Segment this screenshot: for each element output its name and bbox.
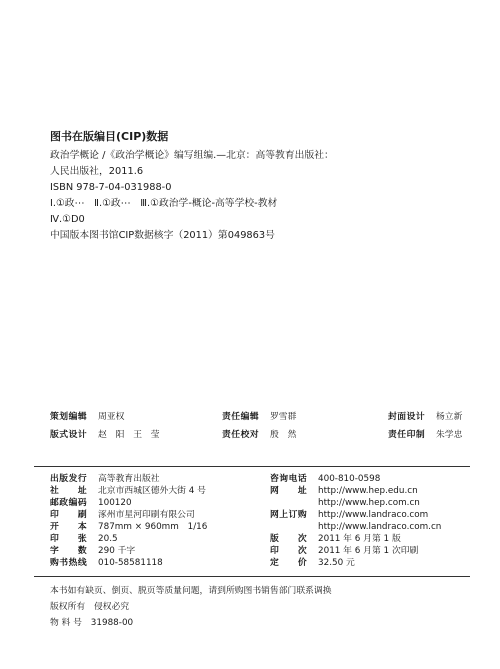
pub-label: 版 次 [270,534,308,544]
pub-label: 印 刷 [50,510,88,520]
pub-format [50,522,207,533]
cip-line-3: ISBN 978-7-04-031988-0 [50,182,172,193]
pub-value: 北京市西城区德外大街 4 号 [98,486,206,496]
pub-sheets [50,534,118,545]
pub-label: 出版发行 [50,474,88,484]
pub-online-order-alt [270,522,441,533]
pub-value: 32.50 元 [318,558,355,568]
cip-line-4: Ⅰ.①政⋯ Ⅱ.①政⋯ Ⅲ.①政治学-概论-高等学校-教材 [50,198,278,209]
credit-value: 罗雪群 [270,412,297,422]
credit-layout-designer [50,430,160,441]
rule-top [34,466,470,467]
pub-value: 787mm × 960mm 1/16 [98,522,208,532]
credit-planning-editor [50,412,124,423]
pub-value: http://www.hep.edu.cn [318,486,418,496]
rights-notice: 版权所有 侵权必究 [50,602,130,612]
credit-value: 殷 然 [270,430,297,440]
credit-label: 责任编辑 [222,412,260,422]
pub-value: http://www.landraco.com [318,510,429,520]
pub-postcode [50,498,132,509]
pub-value: 290 千字 [98,546,136,556]
pub-website [270,486,418,497]
credit-label: 责任校对 [222,430,260,440]
credit-value: 赵 阳 王 莹 [98,430,160,440]
pub-publisher [50,474,160,485]
pub-label: 印 张 [50,534,88,544]
pub-value: 高等教育出版社 [98,474,160,484]
credit-print-supervisor [388,430,462,441]
credit-label: 封面设计 [388,412,426,422]
credit-cover-designer [388,412,462,423]
pub-value: 400-810-0598 [318,474,381,484]
cip-line-1: 政治学概论 /《政治学概论》编写组编.—北京：高等教育出版社： [50,150,334,161]
pub-label: 字 数 [50,546,88,556]
cip-line-5: Ⅳ.①D0 [50,214,85,225]
item-number: 物 料 号 31988-00 [50,618,134,628]
pub-printer [50,510,195,521]
pub-value: 2011 年 6 月第 1 版 [318,534,401,544]
pub-online-order [270,510,428,521]
pub-label: 网 址 [270,486,308,496]
pub-hotline [50,558,163,569]
pub-consult-phone [270,474,380,485]
pub-label: 咨询电话 [270,474,308,484]
pub-label: 社 址 [50,486,88,496]
credit-responsible-editor [222,412,296,423]
pub-value: 2011 年 6 月第 1 次印刷 [318,546,419,556]
cip-heading: 图书在版编目(CIP)数据 [50,130,169,143]
pub-label: 邮政编码 [50,498,88,508]
pub-website-alt [270,498,420,509]
pub-value: 010-58581118 [98,558,163,568]
pub-value: http://www.hep.com.cn [318,498,420,508]
pub-edition [270,534,401,545]
rule-bottom [34,576,470,577]
pub-value: 20.5 [98,534,118,544]
pub-label: 印 次 [270,546,308,556]
cip-line-2: 人民出版社，2011.6 [50,166,144,177]
pub-word-count [50,546,135,557]
credit-label: 责任印制 [388,430,426,440]
cip-line-6: 中国版本图书馆CIP数据核字（2011）第049863号 [50,230,275,241]
credit-label: 版式设计 [50,430,88,440]
pub-value: 100120 [98,498,132,508]
credit-value: 周亚权 [98,412,125,422]
pub-label: 开 本 [50,522,88,532]
pub-value: http://www.landraco.com.cn [318,522,442,532]
credit-value: 杨立新 [436,412,463,422]
quality-notice: 本书如有缺页、倒页、脱页等质量问题，请到所购图书销售部门联系调换 [50,586,332,596]
pub-price [270,558,355,569]
credit-proofreader [222,430,296,441]
pub-address [50,486,206,497]
pub-label: 购书热线 [50,558,88,568]
pub-value: 涿州市星河印刷有限公司 [98,510,195,520]
pub-impression [270,546,418,557]
credit-label: 策划编辑 [50,412,88,422]
pub-label: 定 价 [270,558,308,568]
pub-label: 网上订购 [270,510,308,520]
credit-value: 朱学忠 [436,430,463,440]
